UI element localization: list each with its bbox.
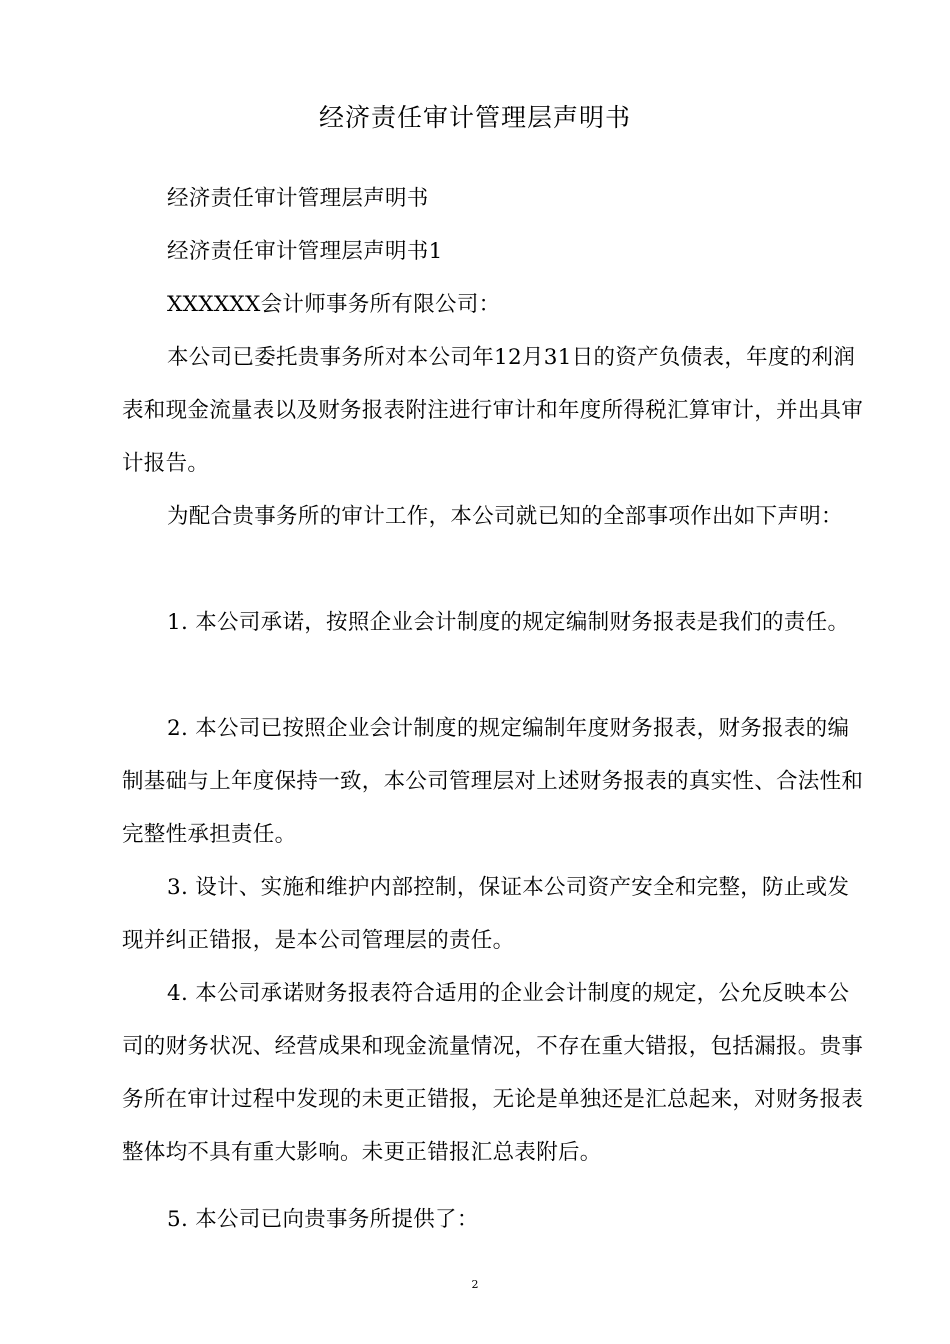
paragraph-item-4: 4. 本公司承诺财务报表符合适用的企业会计制度的规定，公允反映本公司的财务状况、经营成果和现金流量情况，不存在重大错报，包括漏报。贵事务所在审计过程中发现的未更正错报，无论是单独还是汇总起来，对财务报表整体均不具有重大影响。未更正错报汇总表附后。 (122, 981, 864, 1165)
paragraph-heading-1: 经济责任审计管理层声明书1 (167, 239, 443, 264)
paragraph-intro: 本公司已委托贵事务所对本公司年12月31日的资产负债表，年度的利润表和现金流量表以及财务报表附注进行审计和年度所得税汇算审计，并出具审计报告。 (122, 345, 864, 476)
paragraph-item-3: 3. 设计、实施和维护内部控制，保证本公司资产安全和完整，防止或发现并纠正错报，是本公司管理层的责任。 (122, 875, 850, 953)
page-number: 2 (471, 1278, 479, 1291)
paragraph-item-5: 5. 本公司已向贵事务所提供了： (167, 1207, 479, 1232)
paragraph-item-2: 2. 本公司已按照企业会计制度的规定编制年度财务报表，财务报表的编制基础与上年度保持一致，本公司管理层对上述财务报表的真实性、合法性和完整性承担责任。 (122, 716, 864, 847)
paragraph-addressee: XXXXXX会计师事务所有限公司： (167, 292, 501, 317)
paragraph-declaration: 为配合贵事务所的审计工作，本公司就已知的全部事项作出如下声明： (167, 504, 843, 529)
paragraph-heading-repeat: 经济责任审计管理层声明书 (167, 186, 429, 211)
paragraph-item-1: 1. 本公司承诺，按照企业会计制度的规定编制财务报表是我们的责任。 (167, 610, 850, 635)
document-title: 经济责任审计管理层声明书 (318, 103, 631, 132)
